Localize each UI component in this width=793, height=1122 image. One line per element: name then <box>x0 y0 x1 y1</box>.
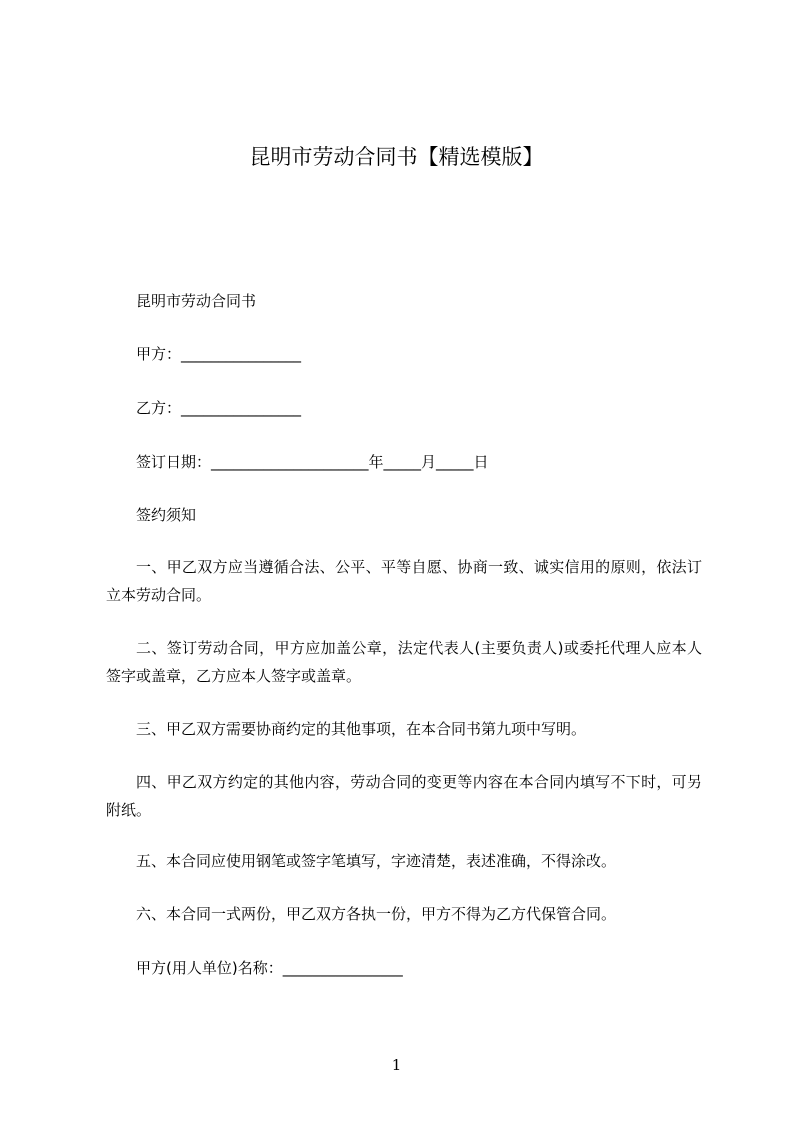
sign-date-field: 签订日期：_____________________年_____月_____日 <box>136 453 489 471</box>
employer-name-field: 甲方(用人单位)名称：________________ <box>136 959 403 977</box>
notice-item-5: 五、本合同应使用钢笔或签字笔填写，字迹清楚，表述准确，不得涂改。 <box>136 852 617 870</box>
notice-item-1: 一、甲乙双方应当遵循合法、公平、平等自愿、协商一致、诚实信用的原则，依法订立本劳动合同。 <box>106 558 702 604</box>
party-b-field: 乙方：________________ <box>136 399 302 417</box>
notice-heading: 签约须知 <box>136 506 197 524</box>
document-title: 昆明市劳动合同书【精选模版】 <box>249 145 544 169</box>
notice-item-6: 六、本合同一式两份，甲乙双方各执一份，甲方不得为乙方代保管合同。 <box>136 905 617 923</box>
notice-item-2: 二、签订劳动合同，甲方应加盖公章，法定代表人(主要负责人)或委托代理人应本人签字或盖章，乙方应本人签字或盖章。 <box>106 639 702 685</box>
contract-heading: 昆明市劳动合同书 <box>136 292 257 310</box>
notice-item-4: 四、甲乙双方约定的其他内容，劳动合同的变更等内容在本合同内填写不下时，可另附纸。 <box>106 773 702 819</box>
page-number: 1 <box>391 1056 402 1074</box>
notice-item-3: 三、甲乙双方需要协商约定的其他事项，在本合同书第九项中写明。 <box>136 720 587 738</box>
party-a-field: 甲方：________________ <box>136 345 302 363</box>
